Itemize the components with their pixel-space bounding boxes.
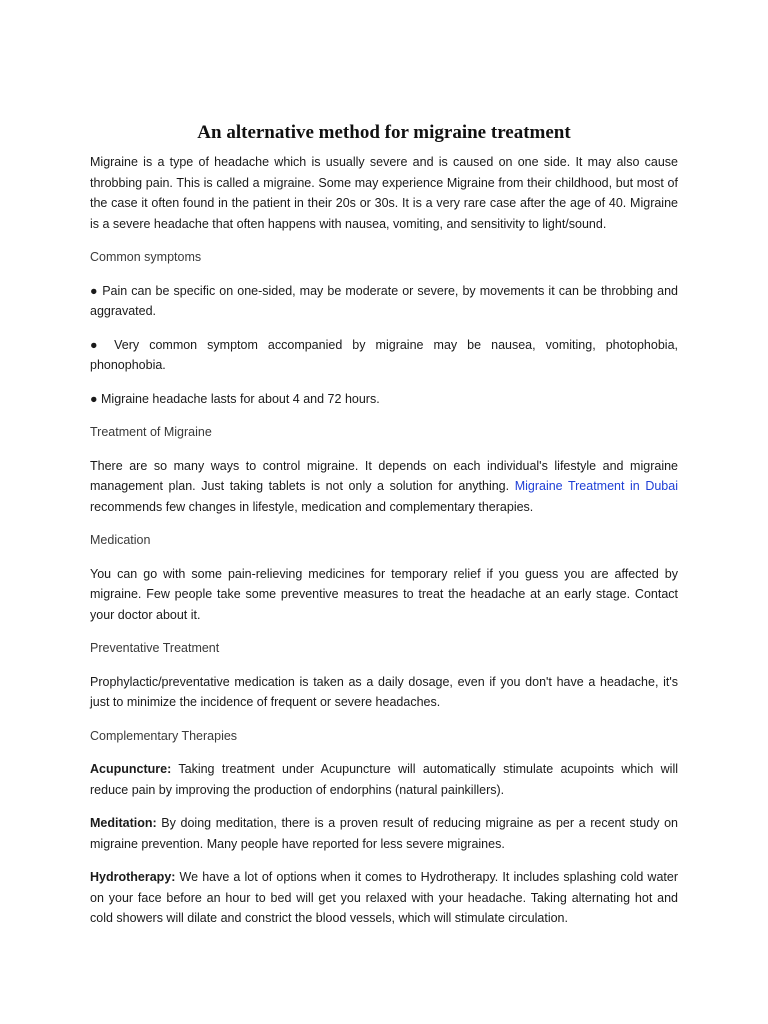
treatment-paragraph [90, 456, 678, 518]
therapy-hydrotherapy [90, 867, 678, 929]
symptom-item: ● Migraine headache lasts for about 4 and 72 hours. [90, 391, 380, 406]
medication-paragraph: You can go with some pain-relieving medicines for temporary relief if you guess you are affected by migraine. Few people take some preventive measures to treat the headache at an early stage. Contact your doctor about it. [90, 566, 678, 622]
therapy-term: Hydrotherapy: [90, 870, 176, 884]
therapy-text: Taking treatment under Acupuncture will automatically stimulate acupoints which will reduce pain by improving the production of endorphins (natural painkillers). [90, 762, 678, 797]
therapy-term: Meditation: [90, 816, 157, 830]
therapy-acupuncture [90, 759, 678, 800]
treatment-text-after: recommends few changes in lifestyle, medication and complementary therapies. [90, 499, 534, 514]
section-heading-treatment: Treatment of Migraine [90, 425, 212, 439]
treatment-text-before: There are so many ways to control migraine. It depends on each individual's lifestyle and migraine management plan. Just taking tablets is not only a solution for anything. [90, 458, 678, 493]
section-heading-medication: Medication [90, 533, 151, 547]
section-heading-symptoms: Common symptoms [90, 250, 202, 264]
therapy-meditation [90, 813, 678, 854]
symptom-item: ● Very common symptom accompanied by migraine may be nausea, vomiting, photophobia, phonophobia. [90, 337, 678, 372]
therapy-term: Acupuncture: [90, 762, 172, 776]
preventative-paragraph: Prophylactic/preventative medication is taken as a daily dosage, even if you don't have a headache, it's just to minimize the incidence of frequent or severe headaches. [90, 674, 678, 709]
section-heading-preventative: Preventative Treatment [90, 641, 220, 655]
intro-paragraph: Migraine is a type of headache which is usually severe and is caused on one side. It may also cause throbbing pain. This is called a migraine. Some may experience Migraine from their childhood, but most of the case it often found in the patient in their 20s or 30s. It is a very rare case after the age of 40. Migraine is a severe headache that often happens with nausea, vomiting, and sensitivity to light/sound. [90, 155, 678, 231]
document-title: An alternative method for migraine treatment [197, 122, 571, 143]
migraine-treatment-dubai-link[interactable]: Migraine Treatment in Dubai [514, 479, 678, 493]
section-heading-complementary: Complementary Therapies [90, 728, 238, 743]
therapy-text: By doing meditation, there is a proven result of reducing migraine as per a recent study on migraine prevention. Many people have reported for less severe migraines. [90, 816, 678, 851]
symptom-item: ● Pain can be specific on one-sided, may be moderate or severe, by movements it can be throbbing and aggravated. [90, 283, 678, 318]
therapy-text: We have a lot of options when it comes to Hydrotherapy. It includes splashing cold water on your face before an hour to bed will get you relaxed with your headache. Taking alternating hot and cold showers will dilate and constrict the blood vessels, which will stimulate circulation. [90, 870, 678, 925]
document-page [90, 120, 678, 942]
